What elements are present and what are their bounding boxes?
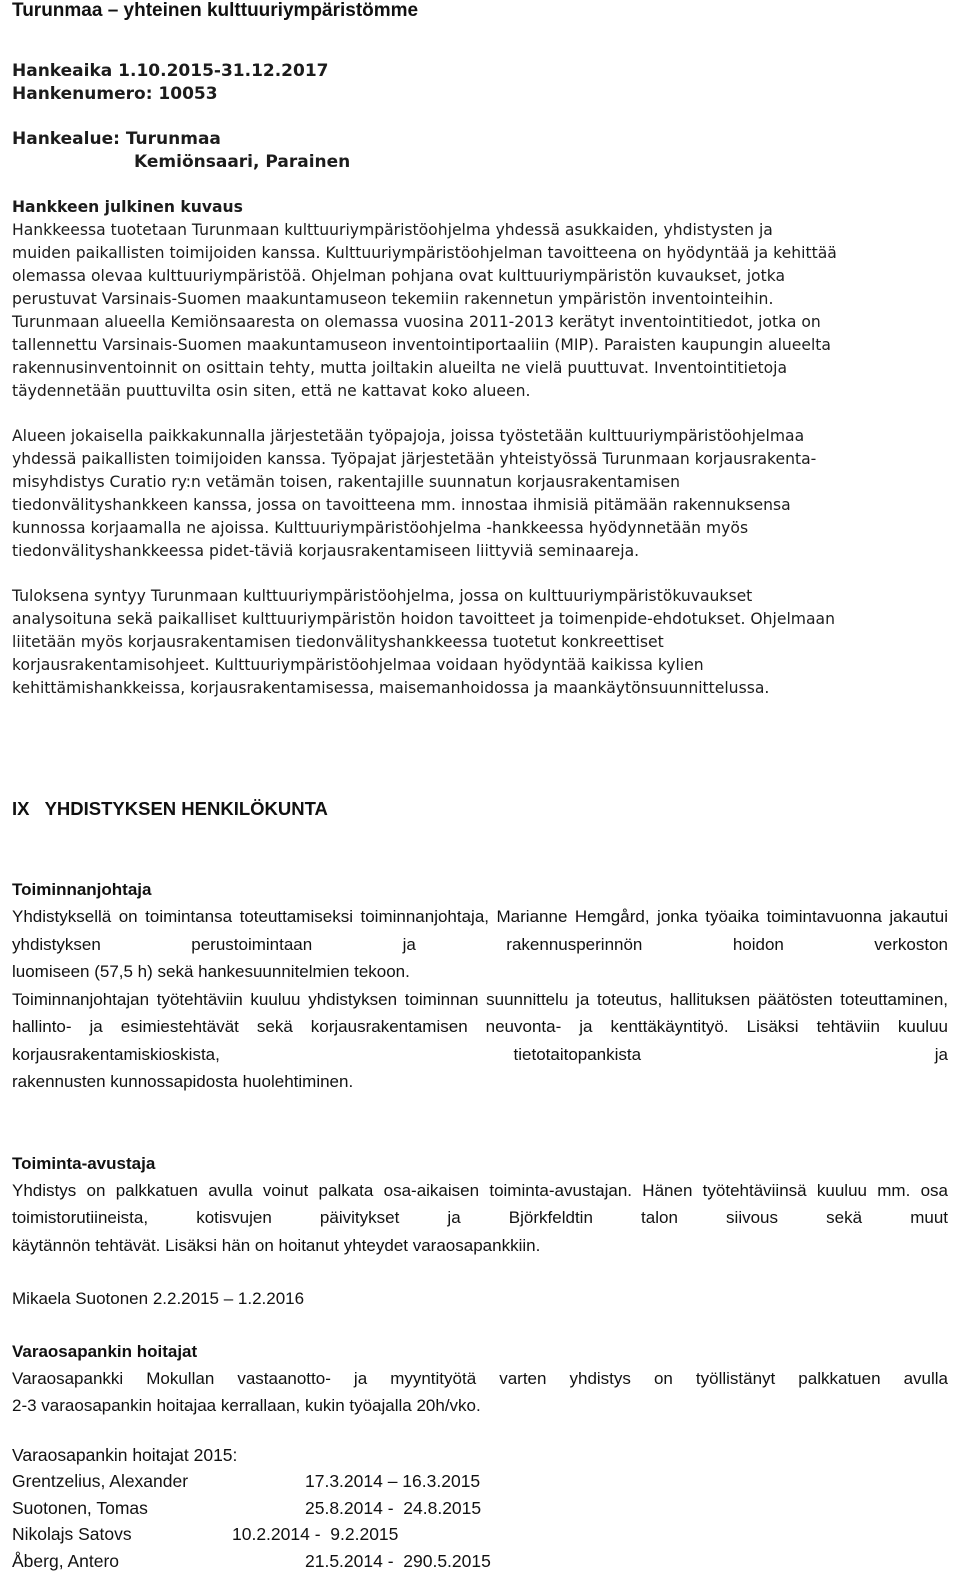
project-paragraph-3: [12, 585, 942, 700]
text-line: muiden paikallisten toimijoiden kanssa. Kulttuuriympäristöohjelman tavoitteena on hyödyntää ja kehittää: [12, 244, 837, 262]
keeper-dates: 17.3.2014 – 16.3.2015: [305, 1471, 481, 1491]
keeper-name: Åberg, Antero: [12, 1550, 120, 1571]
text-line: rakennusinventoinnit on osittain tehty, mutta joiltakin alueilta ne vielä puuttuvat. Inventointitietoja: [12, 359, 788, 377]
project-area-label: Hankealue: Turunmaa: [12, 129, 221, 149]
text-line: Hankkeessa tuotetaan Turunmaan kulttuuriympäristöohjelma yhdessä asukkaiden, yhdistysten ja: [12, 221, 773, 239]
director-para-2: Toiminnanjohtajan työtehtäviin kuuluu yhdistyksen toiminnan suunnittelu ja toteutus, hallituksen päätösten toteuttaminen, hallinto- ja esimiestehtävät sekä korjausrakentamisen neuvonta- ja kenttäkäyntityö. Lisäksi tehtäviin kuuluu korjausrakentamiskioskista, tietotaitopankista ja: [12, 989, 948, 1064]
assistant-title: Toiminta-avustaja: [12, 1153, 156, 1173]
text-line: tallennettu Varsinais-Suomen maakuntamuseon inventointiportaaliin (MIP). Paraisten kaupungin alueelta: [12, 336, 831, 354]
director-para-1: Yhdistyksellä on toimintansa toteuttamiseksi toiminnanjohtaja, Marianne Hemgård, jonka työaika toimintavuonna jakautui yhdistyksen perustoimintaan ja rakennusperinnön hoidon verkoston: [12, 907, 948, 954]
text-line: täydennetään puuttuvilta osin siten, että ne kattavat koko alueen.: [12, 382, 531, 400]
keeper-dates: 10.2.2014 - 9.2.2015: [232, 1524, 399, 1544]
project-desc-title: Hankkeen julkinen kuvaus: [12, 198, 243, 216]
director-title: Toiminnanjohtaja: [12, 880, 152, 899]
list-item: [12, 1495, 948, 1522]
director-para-1-end: luomiseen (57,5 h) sekä hankesuunnitelmien tekoon.: [12, 962, 410, 981]
keepers-para: Varaosapankki Mokullan vastaanotto- ja myyntityötä varten yhdistys on työllistänyt palkkatuen avulla: [12, 1368, 948, 1388]
assistant-person: Mikaela Suotonen 2.2.2015 – 1.2.2016: [12, 1289, 305, 1308]
keepers-para-end: 2-3 varaosapankin hoitajaa kerrallaan, kukin työajalla 20h/vko.: [12, 1396, 481, 1415]
list-item: [12, 1548, 948, 1575]
list-item: [12, 1468, 948, 1495]
text-line: kunnossa korjaamalla ne ajoissa. Kulttuuriympäristöohjelma -hankkeessa hyödynnetään myös: [12, 519, 749, 537]
project-number: Hankenumero: 10053: [12, 84, 218, 104]
text-line: tiedonvälityshankkeen kanssa, jossa on tavoitteena mm. innostaa ihmisiä pitämään rakennuksensa: [12, 496, 791, 514]
text-line: liitetään myös korjausrakentamisen tiedonvälityshankkeessa tuotetut konkreettiset: [12, 633, 664, 651]
keeper-dates: 21.5.2014 - 290.5.2015: [305, 1550, 491, 1571]
project-paragraph-1: [12, 219, 942, 403]
keeper-name: Nikolajs Satovs: [12, 1524, 132, 1544]
section-title: IX YHDISTYKSEN HENKILÖKUNTA: [12, 798, 328, 819]
keeper-name: Grentzelius, Alexander: [12, 1471, 189, 1491]
keepers-title: Varaosapankin hoitajat: [12, 1341, 198, 1361]
text-line: korjausrakentamisohjeet. Kulttuuriympäristöohjelmaa voidaan hyödyntää kaikissa kylien: [12, 656, 704, 674]
project-period: Hankeaika 1.10.2015-31.12.2017: [12, 61, 329, 81]
personnel-section: [12, 795, 948, 1574]
text-line: kehittämishankkeissa, korjausrakentamisessa, maisemanhoidossa ja maankäytönsuunnittelussa.: [12, 679, 770, 697]
document-header-title: Turunmaa – yhteinen kulttuuriympäristömme: [12, 0, 419, 21]
list-item: [12, 1521, 948, 1548]
assistant-para: Yhdistys on palkkatuen avulla voinut palkata osa-aikaisen toiminta-avustajan. Hänen työtehtäviinsä kuuluu mm. osa toimistorutiineista, kotisvujen päivitykset ja Björkfeldtin talon siivous sekä muut: [12, 1180, 948, 1227]
keeper-name: Suotonen, Tomas: [12, 1497, 148, 1518]
project-area-places: Kemiönsaari, Parainen: [134, 152, 351, 172]
keepers-list-title: Varaosapankin hoitajat 2015:: [12, 1444, 238, 1465]
text-line: Turunmaan alueella Kemiönsaaresta on olemassa vuosina 2011-2013 kerätyt inventointitiedot, jotka on: [12, 313, 821, 331]
text-line: Alueen jokaisella paikkakunnalla järjestetään työpajoja, joissa työstetään kulttuuriympäristöohjelmaa: [12, 427, 805, 445]
director-para-2-end: rakennusten kunnossapidosta huolehtiminen.: [12, 1072, 354, 1091]
scanned-project-description: [12, 60, 942, 700]
text-line: tiedonvälityshankkeessa pidet-täviä korjausrakentamiseen liittyviä seminaareja.: [12, 542, 640, 560]
keeper-dates: 25.8.2014 - 24.8.2015: [305, 1497, 482, 1518]
text-line: analysoituna sekä paikalliset kulttuuriympäristön hoidon tavoitteet ja toimenpide-ehdotukset. Ohjelmaan: [12, 610, 835, 628]
project-paragraph-2: [12, 425, 942, 563]
text-line: misyhdistys Curatio ry:n vetämän toisen, rakentajille suunnatun korjausrakentamisen: [12, 473, 680, 491]
text-line: olemassa olevaa kulttuuriympäristöä. Ohjelman pohjana ovat kulttuuriympäristön kuvaukset, jotka: [12, 267, 786, 285]
assistant-para-end: käytännön tehtävät. Lisäksi hän on hoitanut yhteydet varaosapankkiin.: [12, 1235, 541, 1255]
text-line: perustuvat Varsinais-Suomen maakuntamuseon tekemiin rakennetun ympäristön inventointeihin.: [12, 290, 774, 308]
text-line: Tuloksena syntyy Turunmaan kulttuuriympäristöohjelma, jossa on kulttuuriympäristökuvaukset: [12, 587, 753, 605]
text-line: yhdessä paikallisten toimijoiden kanssa. Työpajat järjestetään yhteistyössä Turunmaan korjausrakenta-: [12, 450, 817, 468]
